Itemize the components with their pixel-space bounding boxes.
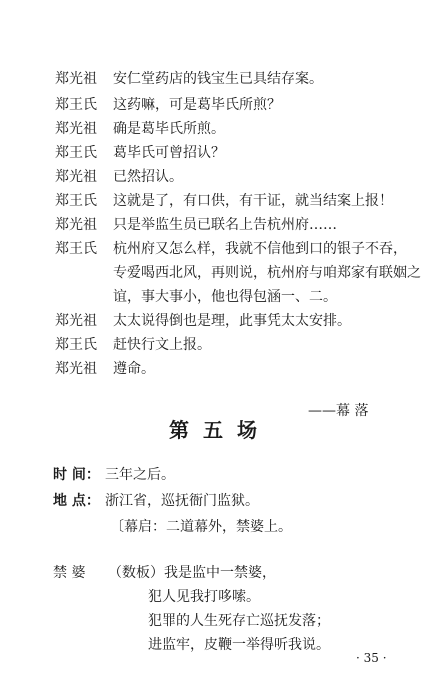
song-line: 进监牢，皮鞭一举得听我说。 xyxy=(148,637,330,653)
song-speaker: 禁 婆 xyxy=(53,565,86,581)
stage-direction: 〔幕启：二道幕外，禁婆上。 xyxy=(110,519,292,535)
dialogue-text-continued: 专爱喝西北风，再则说，杭州府与咱郑家有联姻之 xyxy=(113,265,421,281)
dialogue-text: 赶快行文上报。 xyxy=(113,337,211,353)
dialogue-text: 这就是了，有口供，有干证，就当结案上报！ xyxy=(113,193,393,209)
speaker-label: 郑王氏 xyxy=(55,241,97,257)
song-line: （数板）我是监中一禁婆， xyxy=(108,565,276,581)
curtain-direction: ——幕 落 xyxy=(308,403,369,419)
place-label: 地 点： xyxy=(53,493,100,509)
dialogue-text: 安仁堂药店的钱宝生已具结存案。 xyxy=(113,71,323,87)
dialogue-text: 太太说得倒也是理，此事凭太太安排。 xyxy=(113,313,351,329)
song-line: 犯人见我打哆嗦。 xyxy=(148,589,260,605)
dialogue-text: 遵命。 xyxy=(113,361,155,377)
speaker-label: 郑光祖 xyxy=(55,313,97,329)
song-line: 犯罪的人生死存亡巡抚发落； xyxy=(148,613,330,629)
speaker-label: 郑王氏 xyxy=(55,145,97,161)
dialogue-text-continued: 谊，事大事小，他也得包涵一、二。 xyxy=(113,289,337,305)
dialogue-text: 葛毕氏可曾招认？ xyxy=(113,145,225,161)
time-label: 时 间： xyxy=(53,467,100,483)
dialogue-text: 确是葛毕氏所煎。 xyxy=(113,121,225,137)
time-value: 三年之后。 xyxy=(105,467,175,483)
page-number: · 35 · xyxy=(356,651,387,665)
speaker-label: 郑光祖 xyxy=(55,217,97,233)
dialogue-text: 这药嘛，可是葛毕氏所煎？ xyxy=(113,97,281,113)
speaker-label: 郑光祖 xyxy=(55,169,97,185)
speaker-label: 郑光祖 xyxy=(55,121,97,137)
dialogue-text: 只是举监生员已联名上告杭州府…… xyxy=(113,217,337,233)
place-value: 浙江省，巡抚衙门监狱。 xyxy=(105,493,259,509)
speaker-label: 郑王氏 xyxy=(55,193,97,209)
speaker-label: 郑王氏 xyxy=(55,337,97,353)
speaker-label: 郑光祖 xyxy=(55,361,97,377)
dialogue-text: 已然招认。 xyxy=(113,169,183,185)
scene-title: 第五场 xyxy=(169,418,271,442)
speaker-label: 郑光祖 xyxy=(55,71,97,87)
dialogue-text: 杭州府又怎么样，我就不信他到口的银子不吞， xyxy=(113,241,407,257)
speaker-label: 郑王氏 xyxy=(55,97,97,113)
